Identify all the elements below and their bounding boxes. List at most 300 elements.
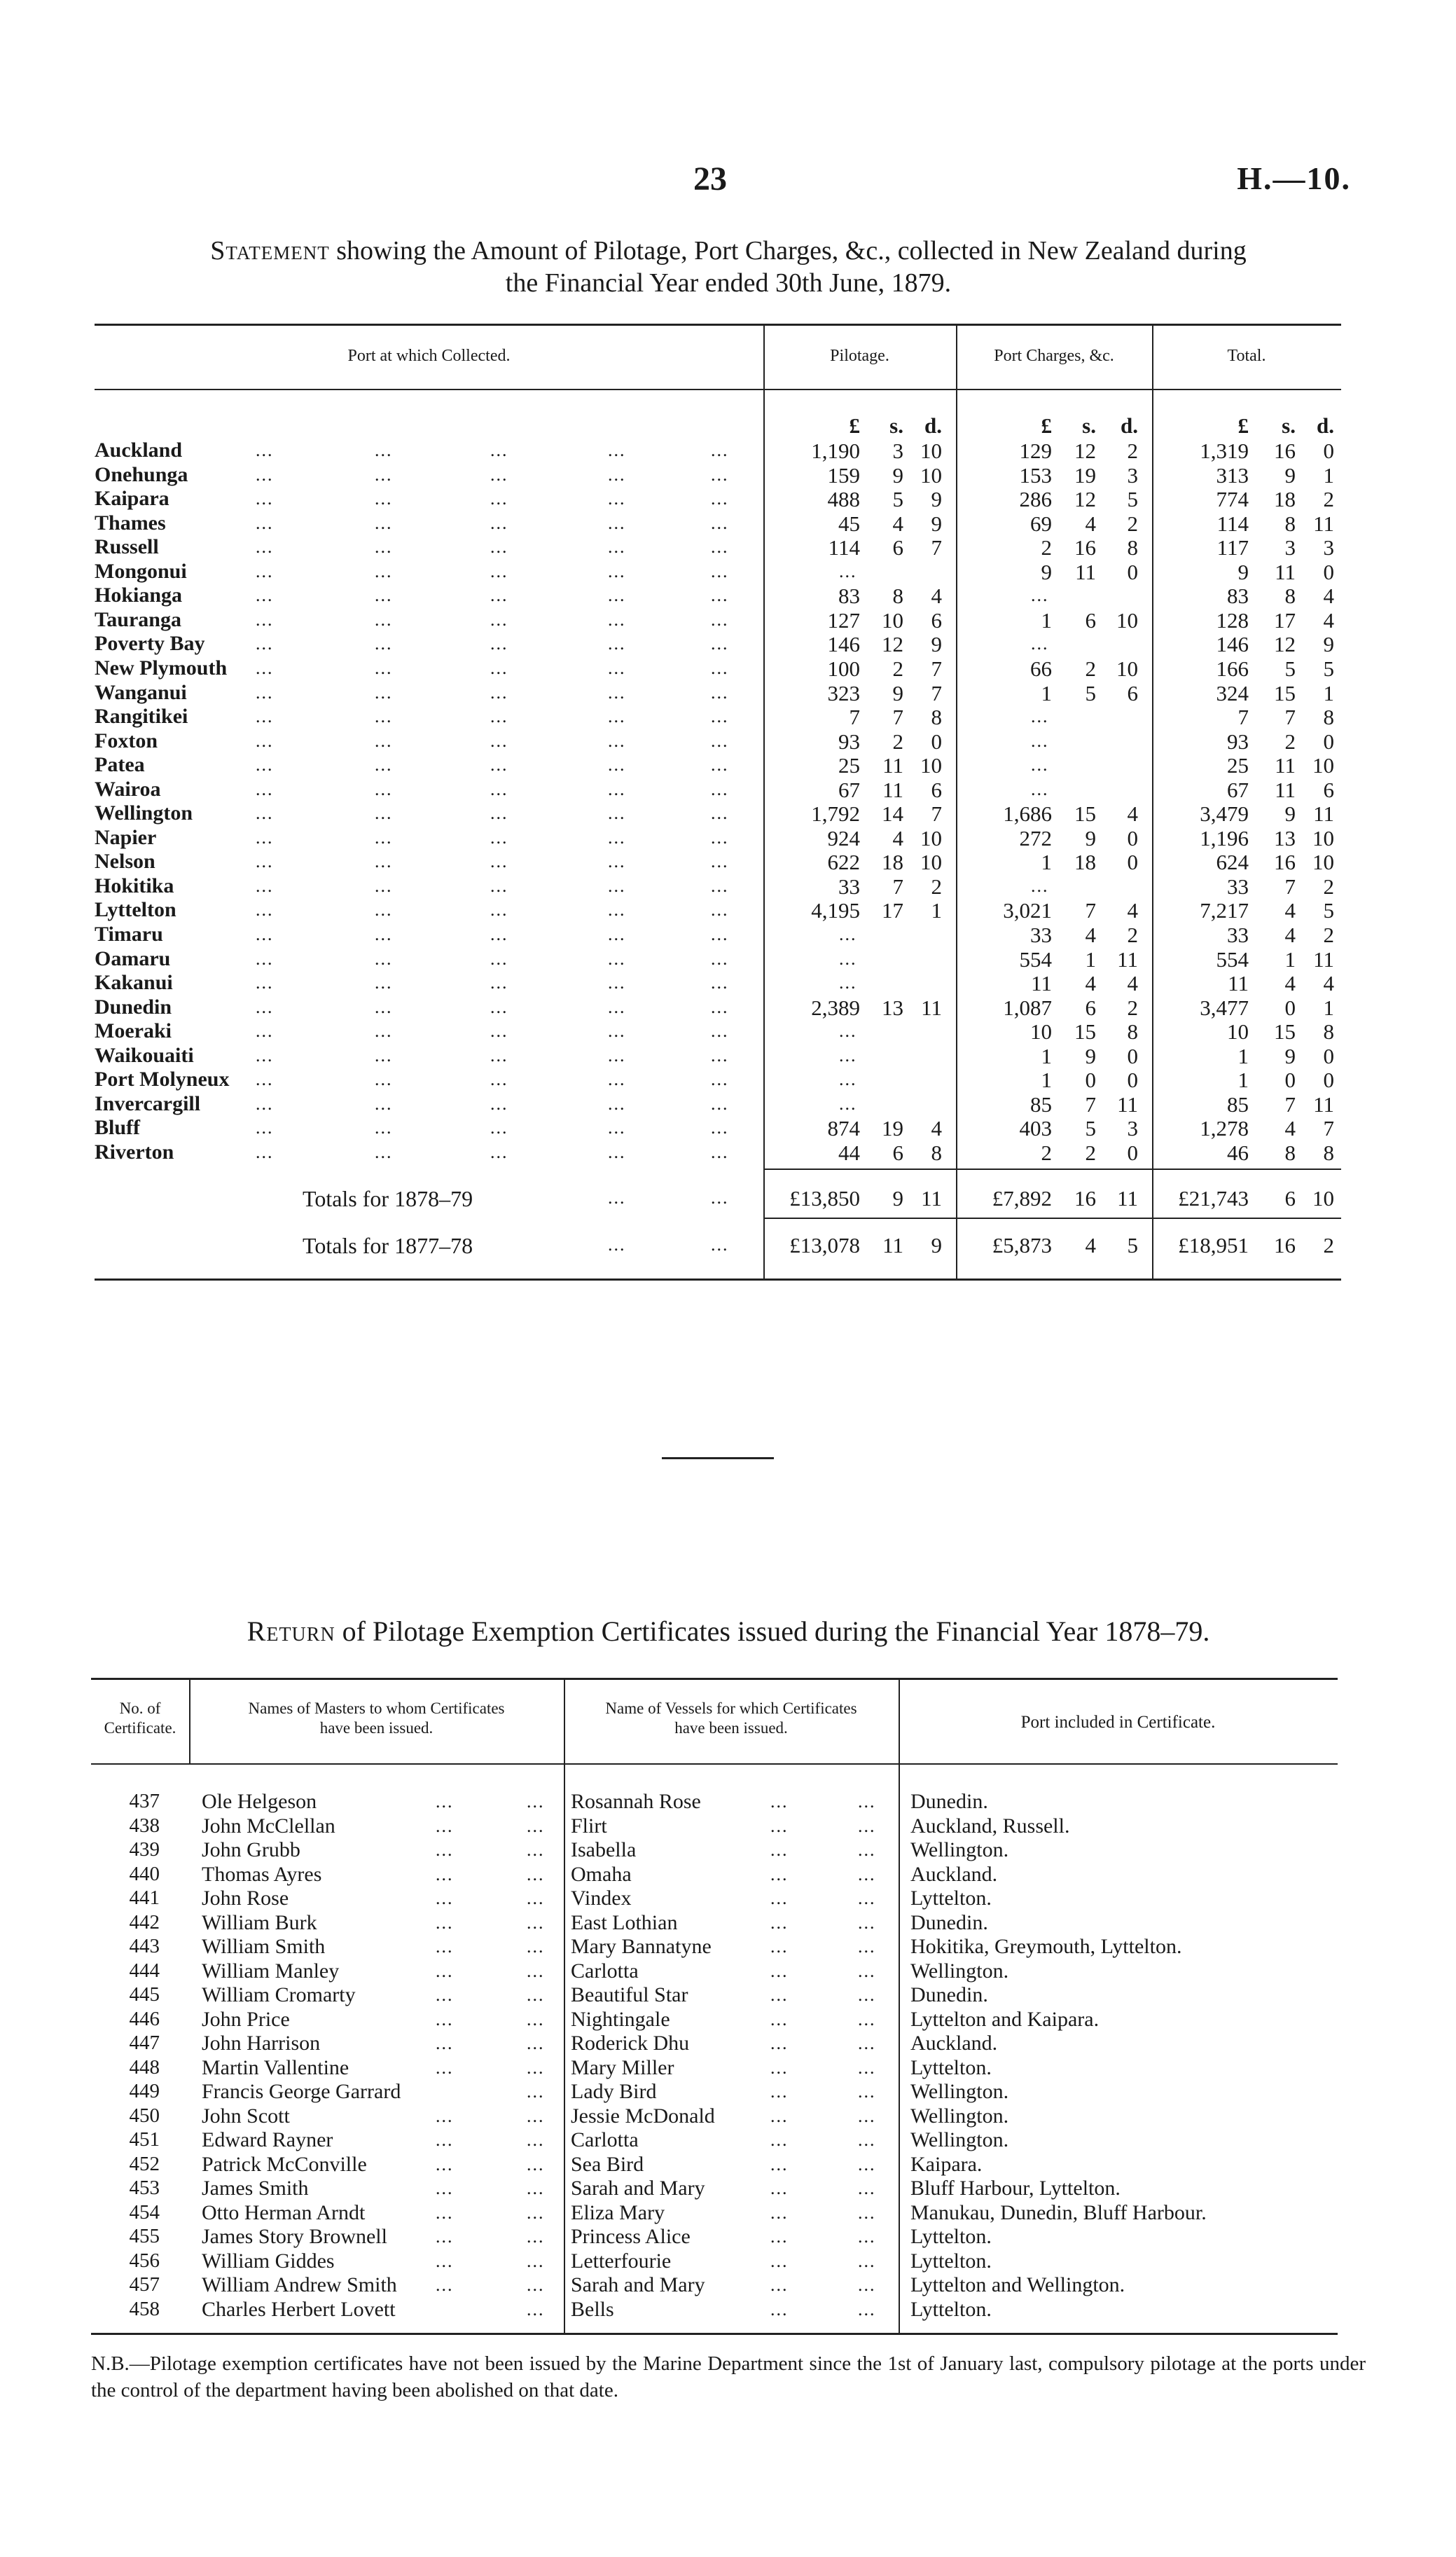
total-pounds: 46	[1227, 1140, 1249, 1165]
leader-dots: ...	[256, 924, 274, 944]
charges-pounds: 153	[1019, 462, 1052, 488]
charges-shillings: 11	[1075, 559, 1096, 584]
total-shillings: 8	[1284, 1140, 1296, 1165]
col-header-port-charges: Port Charges, &c.	[994, 347, 1114, 365]
pilotage-pounds: 924	[827, 825, 860, 850]
table-row	[0, 778, 1456, 802]
leader-dots: ...	[770, 1936, 789, 1957]
port-name: Poverty Bay	[95, 632, 205, 656]
leader-dots: ...	[527, 1936, 545, 1957]
leader-dots: ...	[436, 2008, 454, 2029]
col-header-total: Total.	[1227, 347, 1266, 365]
leader-dots: ...	[527, 2153, 545, 2175]
leader-dots: ...	[711, 1021, 729, 1042]
totals-charges-pence: 11	[1117, 1186, 1138, 1211]
charges-pounds: 1	[1041, 1043, 1052, 1068]
list-item	[0, 2128, 1456, 2153]
leader-dots: ...	[711, 1234, 729, 1255]
charges-pounds: 554	[1019, 946, 1052, 972]
charges-pounds: 3,021	[1003, 898, 1052, 923]
total-pounds: 166	[1216, 656, 1249, 681]
certificate-number: 458	[129, 2297, 160, 2320]
statement-top-rule	[95, 324, 1341, 326]
totals-charges-shillings: 16	[1074, 1186, 1096, 1211]
leader-dots: ...	[711, 706, 729, 727]
charges-shillings: 2	[1085, 1140, 1096, 1165]
port-included: Auckland.	[910, 2032, 998, 2055]
return-top-rule	[91, 1678, 1338, 1680]
leader-dots: ...	[711, 730, 729, 751]
leader-dots: ...	[256, 682, 274, 703]
leader-dots: ...	[375, 1021, 393, 1042]
port-name: Waikouaiti	[95, 1043, 194, 1067]
port-included: Auckland, Russell.	[910, 1814, 1070, 1838]
master-name: Ole Helgeson	[202, 1790, 317, 1813]
total-pounds: 25	[1227, 753, 1249, 778]
leader-dots: ...	[527, 1863, 545, 1884]
certificate-number: 453	[129, 2177, 160, 2199]
leader-dots: ...	[770, 1912, 789, 1933]
pilotage-shillings: 3	[892, 439, 903, 463]
pilotage-shillings: 2	[892, 729, 903, 754]
leader-dots: ...	[256, 1021, 274, 1042]
port-name: Foxton	[95, 729, 158, 752]
leader-dots: ...	[490, 875, 508, 896]
total-pence: 4	[1323, 971, 1334, 996]
leader-dots: ...	[608, 488, 626, 509]
total-shillings: 9	[1284, 801, 1296, 827]
list-item	[0, 1814, 1456, 1839]
pilotage-shillings: 6	[892, 1140, 903, 1165]
return-title-rest: of Pilotage Exemption Certificates issued during the Financial Year 1878–79.	[335, 1615, 1210, 1647]
pilotage-empty: ...	[839, 948, 857, 969]
total-shillings: 4	[1284, 1116, 1296, 1141]
leader-dots: ...	[490, 851, 508, 872]
pilotage-pence: 8	[931, 1140, 942, 1165]
total-pence: 4	[1323, 584, 1334, 609]
leader-dots: ...	[608, 778, 626, 799]
total-pounds: 1	[1237, 1068, 1249, 1093]
port-included: Dunedin.	[910, 1910, 988, 1934]
leader-dots: ...	[436, 1960, 454, 1981]
charges-pence: 6	[1127, 680, 1138, 705]
leader-dots: ...	[770, 1888, 789, 1908]
list-item	[0, 2273, 1456, 2298]
charges-shillings: 15	[1074, 801, 1096, 827]
total-pounds: 33	[1227, 874, 1249, 899]
total-pence: 11	[1313, 801, 1334, 827]
totals-pilotage-pence: 9	[931, 1233, 942, 1257]
vessel-name: Princess Alice	[571, 2225, 691, 2248]
leader-dots: ...	[436, 1863, 454, 1884]
pilotage-pounds: 159	[827, 462, 860, 488]
pilotage-pounds: 127	[827, 607, 860, 633]
totals-pilotage-shillings: 11	[882, 1233, 903, 1257]
master-name: William Smith	[202, 1935, 326, 1958]
port-name: Wairoa	[95, 777, 161, 801]
port-included: Dunedin.	[910, 1983, 988, 2006]
leader-dots: ...	[527, 2130, 545, 2150]
table-row	[0, 1068, 1456, 1092]
pilotage-shillings: 4	[892, 825, 903, 850]
charges-pence: 0	[1127, 559, 1138, 584]
total-pence: 5	[1323, 656, 1334, 681]
port-included: Hokitika, Greymouth, Lyttelton.	[910, 1935, 1182, 1958]
port-name: Russell	[95, 535, 159, 559]
pilotage-pence: 4	[931, 584, 942, 609]
leader-dots: ...	[608, 851, 626, 872]
list-item	[0, 1887, 1456, 1911]
leader-dots: ...	[490, 972, 508, 993]
leader-dots: ...	[375, 803, 393, 824]
total-pence: 11	[1313, 1091, 1334, 1117]
pilotage-unit-pounds: £	[849, 413, 860, 438]
charges-pounds: 69	[1030, 511, 1052, 536]
pilotage-pounds: 7	[849, 705, 860, 730]
leader-dots: ...	[527, 2057, 545, 2078]
total-pence: 0	[1323, 1068, 1334, 1093]
vessel-name: Isabella	[571, 1838, 637, 1861]
leader-dots: ...	[256, 851, 274, 872]
total-pounds: 3,477	[1200, 995, 1249, 1020]
port-included: Lyttelton.	[910, 2055, 992, 2079]
pilotage-shillings: 5	[892, 487, 903, 512]
charges-pence: 4	[1127, 898, 1138, 923]
certificate-number: 451	[129, 2128, 160, 2151]
master-name: Edward Rayner	[202, 2128, 333, 2151]
leader-dots: ...	[256, 464, 274, 485]
certificate-number: 448	[129, 2055, 160, 2079]
master-name: William Andrew Smith	[202, 2273, 397, 2296]
totals-row	[0, 1186, 1456, 1211]
total-pence: 9	[1323, 632, 1334, 657]
charges-pence: 11	[1117, 1091, 1138, 1117]
leader-dots: ...	[608, 585, 626, 606]
pilotage-shillings: 17	[882, 898, 903, 923]
leader-dots: ...	[527, 2202, 545, 2223]
charges-shillings: 4	[1085, 971, 1096, 996]
list-item	[0, 1790, 1456, 1814]
charges-pence: 8	[1127, 535, 1138, 560]
pilotage-pounds: 622	[827, 850, 860, 875]
leader-dots: ...	[527, 1985, 545, 2005]
charges-pounds: 10	[1030, 1019, 1052, 1045]
total-shillings: 3	[1284, 535, 1296, 560]
port-name: New Plymouth	[95, 656, 228, 680]
total-pounds: 1	[1237, 1043, 1249, 1068]
leader-dots: ...	[490, 1093, 508, 1114]
leader-dots: ...	[711, 924, 729, 944]
vessel-name: Jessie McDonald	[571, 2104, 715, 2128]
totals-total-pounds: £18,951	[1178, 1233, 1249, 1257]
leader-dots: ...	[608, 730, 626, 751]
pilotage-pence: 10	[920, 439, 942, 463]
leader-dots: ...	[527, 2105, 545, 2126]
pilotage-pence: 1	[931, 898, 942, 923]
port-included: Lyttelton.	[910, 2297, 992, 2321]
charges-empty: ...	[1031, 875, 1049, 896]
total-shillings: 4	[1284, 923, 1296, 947]
statement-title-line2: the Financial Year ended 30th June, 1879.	[505, 268, 952, 298]
leader-dots: ...	[436, 1912, 454, 1933]
leader-dots: ...	[490, 560, 508, 581]
leader-dots: ...	[375, 512, 393, 533]
vessel-name: Beautiful Star	[571, 1983, 688, 2006]
charges-shillings: 16	[1074, 535, 1096, 560]
port-included: Wellington.	[910, 1959, 1009, 1983]
pilotage-shillings: 18	[882, 850, 903, 875]
table-row	[0, 584, 1456, 608]
totals-row	[0, 1233, 1456, 1257]
table-row	[0, 1092, 1456, 1117]
master-name: Otto Herman Arndt	[202, 2200, 366, 2224]
list-item	[0, 2249, 1456, 2274]
leader-dots: ...	[527, 1888, 545, 1908]
leader-dots: ...	[375, 488, 393, 509]
total-shillings: 4	[1284, 971, 1296, 996]
leader-dots: ...	[375, 972, 393, 993]
leader-dots: ...	[436, 2178, 454, 2198]
port-name: Onehunga	[95, 462, 188, 486]
pilotage-shillings: 19	[882, 1116, 903, 1141]
leader-dots: ...	[527, 2178, 545, 2198]
port-name: Tauranga	[95, 607, 181, 631]
charges-pounds: 11	[1031, 971, 1052, 996]
table-row	[0, 656, 1456, 681]
pilotage-empty: ...	[839, 972, 857, 993]
leader-dots: ...	[608, 633, 626, 654]
leader-dots: ...	[490, 730, 508, 751]
pilotage-pence: 4	[931, 1116, 942, 1141]
leader-dots: ...	[490, 537, 508, 558]
total-pence: 6	[1323, 777, 1334, 802]
leader-dots: ...	[527, 1791, 545, 1812]
leader-dots: ...	[256, 948, 274, 969]
port-name: Kakanui	[95, 971, 173, 995]
pilotage-empty: ...	[839, 1069, 857, 1090]
leader-dots: ...	[608, 1069, 626, 1090]
charges-pence: 2	[1127, 995, 1138, 1020]
list-item	[0, 2032, 1456, 2056]
total-pence: 1	[1323, 462, 1334, 488]
total-pounds: 33	[1227, 923, 1249, 947]
pilotage-pence: 11	[921, 995, 942, 1020]
col-header-master: Names of Masters to whom Certificates have been issued.	[248, 1700, 505, 1737]
leader-dots: ...	[527, 1840, 545, 1860]
leader-dots: ...	[527, 1960, 545, 1981]
port-name: Bluff	[95, 1116, 141, 1140]
leader-dots: ...	[490, 657, 508, 678]
leader-dots: ...	[490, 464, 508, 485]
table-row	[0, 801, 1456, 826]
leader-dots: ...	[711, 609, 729, 630]
totals-charges-pounds: £7,892	[992, 1186, 1052, 1211]
leader-dots: ...	[490, 682, 508, 703]
totals-pilotage-pence: 11	[921, 1186, 942, 1211]
list-item	[0, 1983, 1456, 2008]
charges-pence: 4	[1127, 801, 1138, 827]
certificate-number: 442	[129, 1910, 160, 1934]
statement-header-rule	[95, 389, 1341, 390]
pilotage-unit-shillings: s.	[889, 413, 903, 438]
leader-dots: ...	[527, 2081, 545, 2102]
leader-dots: ...	[375, 682, 393, 703]
leader-dots: ...	[490, 996, 508, 1017]
total-shillings: 5	[1284, 656, 1296, 681]
leader-dots: ...	[608, 706, 626, 727]
total-pence: 5	[1323, 898, 1334, 923]
leader-dots: ...	[256, 1117, 274, 1138]
pilotage-shillings: 7	[892, 874, 903, 899]
pilotage-shillings: 11	[882, 777, 903, 802]
statement-bottom-rule	[95, 1278, 1341, 1281]
certificate-number: 443	[129, 1935, 160, 1957]
leader-dots: ...	[436, 2153, 454, 2175]
list-item	[0, 2104, 1456, 2129]
total-pounds: 7,217	[1200, 898, 1249, 923]
leader-dots: ...	[608, 972, 626, 993]
leader-dots: ...	[490, 440, 508, 460]
leader-dots: ...	[490, 706, 508, 727]
pilotage-pounds: 33	[838, 874, 860, 899]
total-shillings: 16	[1274, 850, 1296, 875]
charges-empty: ...	[1031, 706, 1049, 727]
charges-shillings: 5	[1085, 1116, 1096, 1141]
leader-dots: ...	[436, 2226, 454, 2247]
pilotage-pounds: 488	[827, 487, 860, 512]
charges-empty: ...	[1031, 633, 1049, 654]
master-name: William Manley	[202, 1959, 340, 1983]
master-name: Thomas Ayres	[202, 1862, 322, 1886]
leader-dots: ...	[711, 1117, 729, 1138]
charges-pounds: 85	[1030, 1091, 1052, 1117]
charges-pounds: 2	[1041, 1140, 1052, 1165]
totals-charges-pence: 5	[1127, 1233, 1138, 1257]
leader-dots: ...	[858, 2250, 876, 2271]
leader-dots: ...	[858, 1912, 876, 1933]
leader-dots: ...	[608, 1045, 626, 1066]
leader-dots: ...	[858, 2105, 876, 2126]
pilotage-pence: 10	[920, 825, 942, 850]
leader-dots: ...	[527, 2250, 545, 2271]
return-title	[95, 1615, 1362, 1648]
leader-dots: ...	[256, 512, 274, 533]
vessel-name: Roderick Dhu	[571, 2032, 690, 2055]
leader-dots: ...	[375, 948, 393, 969]
leader-dots: ...	[858, 1815, 876, 1836]
list-item	[0, 2056, 1456, 2081]
charges-unit-pounds: £	[1041, 413, 1052, 438]
leader-dots: ...	[858, 2033, 876, 2053]
leader-dots: ...	[436, 1791, 454, 1812]
leader-dots: ...	[770, 1985, 789, 2005]
total-pounds: 1,196	[1200, 825, 1249, 850]
list-item	[0, 2080, 1456, 2104]
total-pence: 3	[1323, 535, 1334, 560]
pilotage-unit-pence: d.	[924, 413, 942, 438]
totals-pilotage-shillings: 9	[892, 1186, 903, 1211]
charges-pounds: 66	[1030, 656, 1052, 681]
total-pounds: 93	[1227, 729, 1249, 754]
leader-dots: ...	[375, 585, 393, 606]
leader-dots: ...	[490, 827, 508, 848]
leader-dots: ...	[608, 512, 626, 533]
pilotage-pence: 9	[931, 511, 942, 536]
table-row	[0, 923, 1456, 947]
pilotage-pounds: 45	[838, 511, 860, 536]
leader-dots: ...	[490, 778, 508, 799]
charges-pence: 2	[1127, 511, 1138, 536]
leader-dots: ...	[527, 1815, 545, 1836]
total-pence: 10	[1312, 850, 1334, 875]
leader-dots: ...	[375, 900, 393, 921]
leader-dots: ...	[770, 1960, 789, 1981]
leader-dots: ...	[711, 875, 729, 896]
pilotage-pounds: 2,389	[811, 995, 860, 1020]
charges-shillings: 12	[1074, 439, 1096, 463]
total-pence: 0	[1323, 1043, 1334, 1068]
port-name: Oamaru	[95, 946, 171, 970]
leader-dots: ...	[375, 827, 393, 848]
total-pounds: 10	[1227, 1019, 1249, 1045]
vessel-name: Sea Bird	[571, 2152, 644, 2176]
charges-pence: 0	[1127, 850, 1138, 875]
leader-dots: ...	[608, 440, 626, 460]
table-row	[0, 898, 1456, 923]
total-pounds: 128	[1216, 607, 1249, 633]
total-unit-pence: d.	[1317, 413, 1334, 438]
certificate-number: 455	[129, 2225, 160, 2247]
charges-shillings: 4	[1085, 511, 1096, 536]
total-shillings: 7	[1284, 1091, 1296, 1117]
charges-pence: 0	[1127, 1043, 1138, 1068]
leader-dots: ...	[711, 633, 729, 654]
leader-dots: ...	[711, 996, 729, 1017]
charges-pence: 0	[1127, 1068, 1138, 1093]
total-shillings: 11	[1275, 777, 1296, 802]
leader-dots: ...	[711, 682, 729, 703]
leader-dots: ...	[858, 1863, 876, 1884]
port-included: Wellington.	[910, 2104, 1009, 2128]
col-header-vessel: Name of Vessels for which Certificates have been issued.	[605, 1700, 857, 1737]
leader-dots: ...	[770, 2130, 789, 2150]
charges-empty: ...	[1031, 730, 1049, 751]
units-row	[0, 413, 1456, 439]
table-row	[0, 971, 1456, 995]
leader-dots: ...	[375, 730, 393, 751]
table-row	[0, 753, 1456, 778]
return-header-rule	[91, 1763, 1338, 1765]
pilotage-shillings: 7	[892, 705, 903, 730]
pilotage-empty: ...	[839, 560, 857, 581]
total-pence: 11	[1313, 511, 1334, 536]
totals-total-pence: 2	[1323, 1233, 1334, 1257]
charges-pence: 3	[1127, 462, 1138, 488]
leader-dots: ...	[711, 778, 729, 799]
leader-dots: ...	[375, 657, 393, 678]
pilotage-pounds: 1,792	[811, 801, 860, 827]
leader-dots: ...	[770, 2226, 789, 2247]
charges-pounds: 2	[1041, 535, 1052, 560]
statement-title	[95, 235, 1362, 299]
page-number: 23	[693, 160, 727, 198]
master-name: James Smith	[202, 2177, 309, 2200]
total-shillings: 15	[1274, 680, 1296, 705]
leader-dots: ...	[770, 2202, 789, 2223]
leader-dots: ...	[375, 1045, 393, 1066]
total-pence: 1	[1323, 995, 1334, 1020]
charges-pounds: 1,087	[1003, 995, 1052, 1020]
